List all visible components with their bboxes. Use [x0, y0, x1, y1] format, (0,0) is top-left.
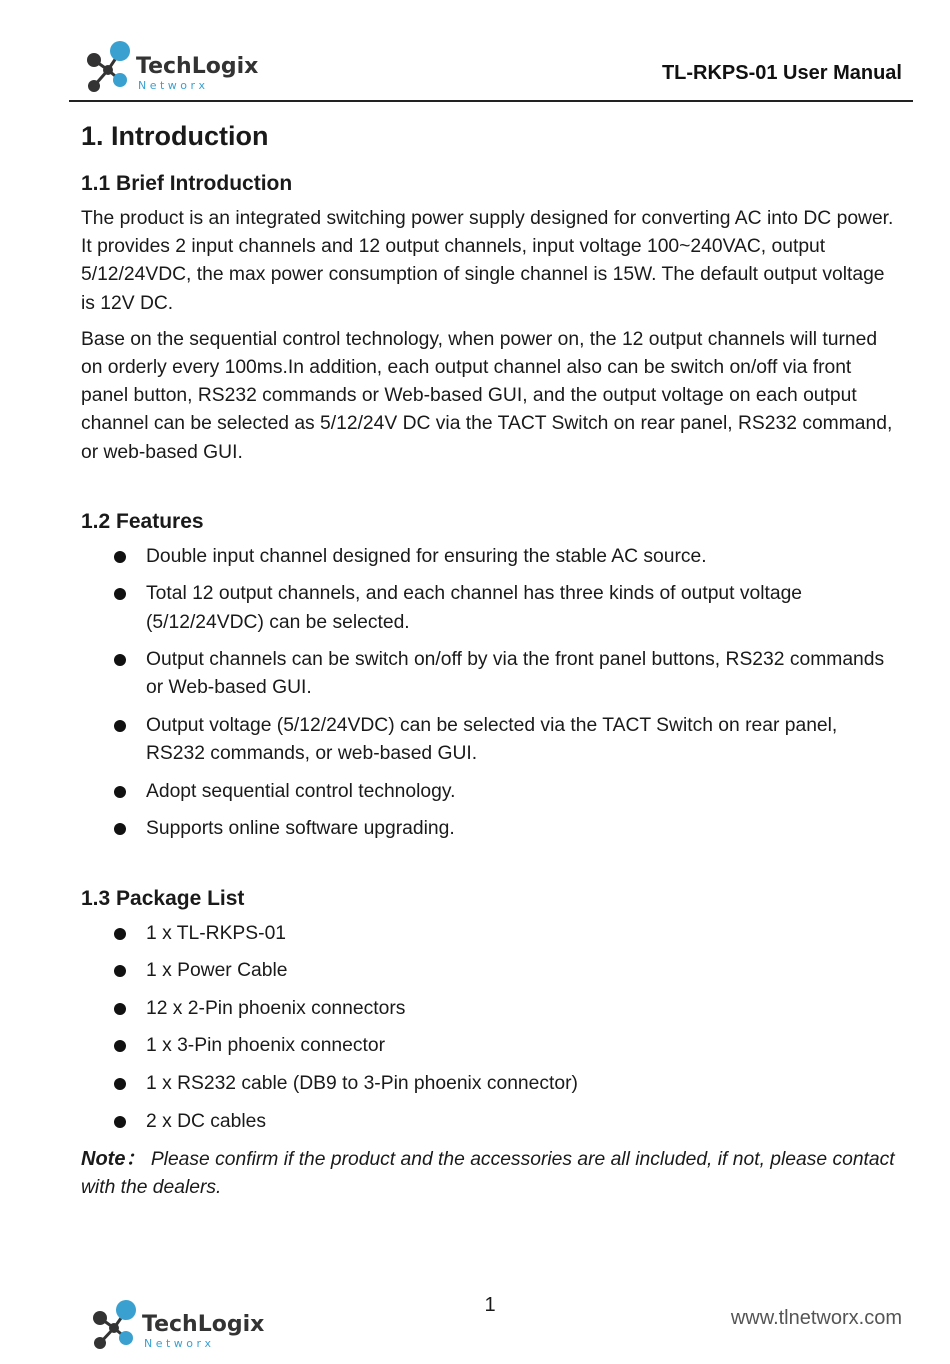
page-content [81, 117, 901, 1203]
section-package-list [81, 884, 901, 1203]
list-item: Double input channel designed for ensuring the stable AC source. [81, 543, 901, 571]
website-url: www.tlnetworx.com [730, 1307, 902, 1329]
logo-subtitle: N e t w o r x [138, 79, 206, 92]
list-item: 1 x TL-RKPS-01 [81, 920, 901, 948]
list-item: Output voltage (5/12/24VDC) can be selected via the TACT Switch on rear panel, RS232 commands, or web-based GUI. [81, 712, 901, 768]
section-title: 1.3 Package List [81, 886, 245, 910]
list-item: Output channels can be switch on/off by via the front panel buttons, RS232 commands or Web-based GUI. [81, 646, 901, 702]
bullet-icon [114, 823, 126, 835]
list-item: 1 x RS232 cable (DB9 to 3-Pin phoenix connector) [81, 1070, 901, 1098]
note-text: Please confirm if the product and the accessories are all included, if not, please contact with the dealers. [81, 1149, 895, 1199]
molecule-icon [87, 41, 130, 92]
section-brief-introduction [81, 169, 901, 467]
footer-logo [86, 1298, 286, 1354]
list-item: 1 x Power Cable [81, 957, 901, 985]
paragraph: Base on the sequential control technology, when power on, the 12 output channels will turned on orderly every 100ms.In addition, each output channel also can be switch on/off via front panel button, RS232 commands or Web-based GUI, and the output voltage on each output channel can be selected as 5/12/24V DC via the TACT Switch on rear panel, RS232 command, or web-based GUI. [81, 328, 893, 463]
chapter-title: 1. Introduction [81, 121, 269, 151]
list-item: Supports online software upgrading. [81, 815, 901, 843]
features-list [81, 543, 901, 844]
document-title: TL-RKPS-01 User Manual [661, 62, 902, 84]
bullet-icon [114, 1040, 126, 1052]
paragraph: The product is an integrated switching power supply designed for converting AC into DC power. It provides 2 input channels and 12 output channels, input voltage 100~240VAC, output 5/12/24VDC, the max power consumption of single channel is 15W. The default output voltage is 12V DC. [81, 208, 894, 314]
logo-wordmark: TechLogix [142, 1312, 265, 1337]
list-item: Adopt sequential control technology. [81, 778, 901, 806]
package-list [81, 920, 901, 1136]
logo-wordmark: TechLogix [136, 54, 259, 79]
list-item: 12 x 2-Pin phoenix connectors [81, 995, 901, 1023]
bullet-icon [114, 720, 126, 732]
page-number: 1 [484, 1294, 496, 1316]
section-title: 1.2 Features [81, 509, 204, 533]
header-divider [69, 100, 913, 102]
bullet-icon [114, 1078, 126, 1090]
bullet-icon [114, 965, 126, 977]
bullet-icon [114, 654, 126, 666]
section-features [81, 507, 901, 844]
bullet-icon [114, 1003, 126, 1015]
list-item: 1 x 3-Pin phoenix connector [81, 1032, 901, 1060]
bullet-icon [114, 551, 126, 563]
note-label: Note： [81, 1148, 146, 1171]
logo-subtitle: N e t w o r x [144, 1337, 212, 1350]
list-item: 2 x DC cables [81, 1108, 901, 1136]
bullet-icon [114, 786, 126, 798]
molecule-icon [93, 1300, 136, 1349]
section-title: 1.1 Brief Introduction [81, 172, 293, 195]
bullet-icon [114, 928, 126, 940]
list-item: Total 12 output channels, and each channel has three kinds of output voltage (5/12/24VDC) can be selected. [81, 580, 901, 636]
company-logo [80, 38, 280, 98]
note [81, 1145, 901, 1202]
bullet-icon [114, 588, 126, 600]
bullet-icon [114, 1116, 126, 1128]
